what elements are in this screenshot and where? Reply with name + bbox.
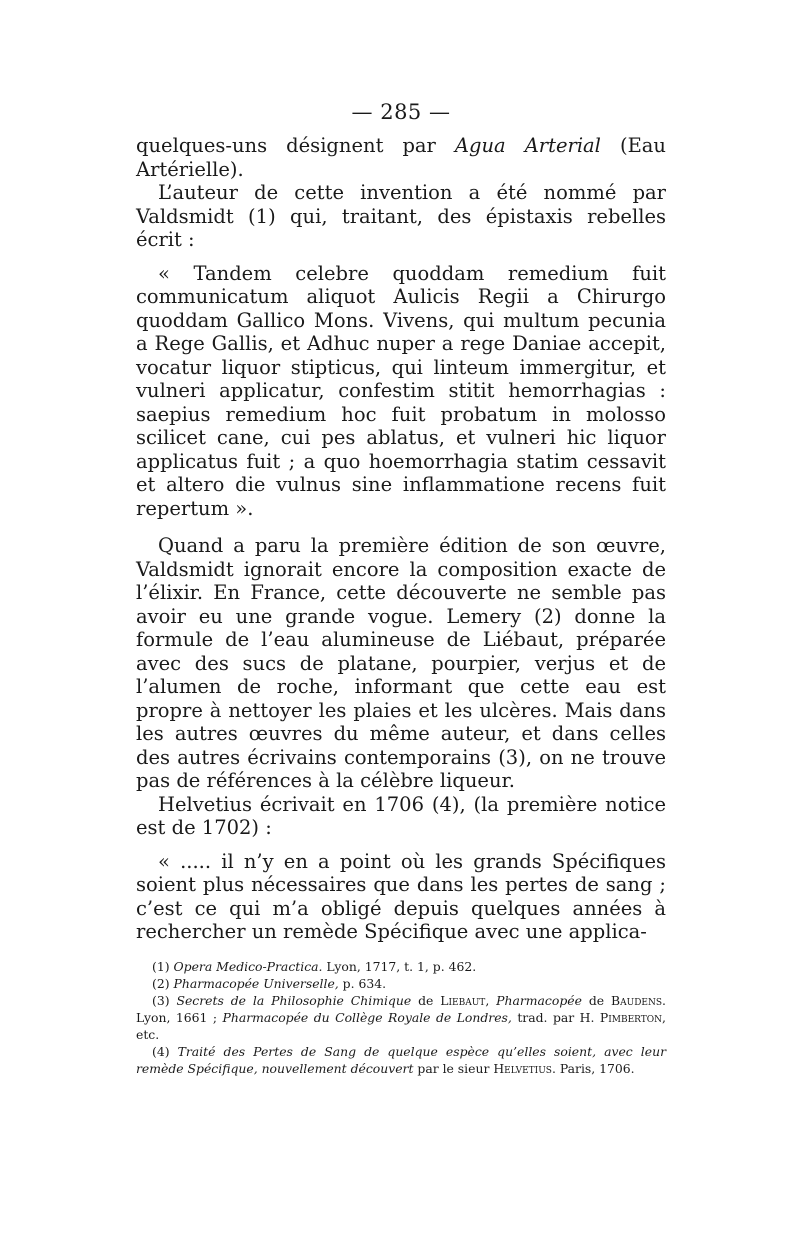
footnote-segment: (4) bbox=[152, 1043, 178, 1059]
text-segment: Helvetius écrivait en 1706 (4), (la première notice est de 1702) : bbox=[136, 792, 666, 839]
footnote-segment: Helvetius bbox=[493, 1060, 552, 1076]
footnote-segment: Pimberton bbox=[599, 1009, 663, 1025]
text-segment: « Tandem celebre quoddam remedium fuit communicatum aliquot Aulicis Regii a Chirurgo quoddam Gallico Mons. Vivens, qui multum pecunia a Rege Gallis, et Adhuc nuper a rege Daniae accepit, vocatur liquor stipticus, qui linteum immergitur, et vulneri applicatur, confestim stitit hemorrhagias : saepius remedium hoc fuit probatum in molosso scilicet cane, cui pes ablatus, et vulneri hic liquor applicatus fuit ; a quo hoemorrhagia statim cessavit et altero die vulnus sine inflammatione recens fuit repertum ». bbox=[136, 261, 666, 520]
footnote-segment: Lyon, 1717, t. 1, p. 462. bbox=[322, 958, 477, 974]
footnote-segment: Pharmacopée bbox=[496, 992, 582, 1008]
text-segment: (Eau Artérielle). bbox=[136, 134, 666, 181]
footnote-segment: . Paris, 1706. bbox=[551, 1060, 635, 1076]
paragraph-helvetius-quote bbox=[136, 850, 666, 944]
text-segment: quelques-uns désignent par bbox=[136, 134, 455, 157]
paragraph-continuation bbox=[136, 134, 666, 181]
footnote-segment: , bbox=[485, 992, 497, 1008]
footnote-segment: p. 634. bbox=[338, 975, 387, 991]
footnote bbox=[136, 975, 666, 992]
footnote-segment: par le sieur bbox=[413, 1060, 494, 1076]
text-segment: Quand a paru la première édition de son œuvre, Valdsmidt ignorait encore la composition exacte de l’élixir. En France, cette découverte ne semble pas avoir eu une grande vogue. Lemery (2) donne la formule de l’eau alumineuse de Liébaut, préparée avec des sucs de platane, pourpier, verjus et de l’alumen de roche, informant que cette eau est propre à nettoyer les plaies et les ulcères. Mais dans les autres œuvres du même auteur, et dans celles des autres écrivains contemporains (3), on ne trouve pas de références à la célèbre liqueur. bbox=[136, 534, 666, 792]
footnote-segment: (1) bbox=[152, 958, 174, 974]
italic-text: Agua Arterial bbox=[454, 134, 601, 157]
text-segment: L’auteur de cette invention a été nommé par Valdsmidt (1) qui, traitant, des épistaxis rebelles écrit : bbox=[136, 181, 666, 251]
footnote-segment: trad. par H. bbox=[511, 1009, 600, 1025]
footnote-segment: (3) bbox=[152, 992, 177, 1008]
footnote bbox=[136, 992, 666, 1043]
footnote-segment: Liebaut bbox=[440, 992, 486, 1008]
footnotes bbox=[136, 958, 666, 1077]
paragraph-valdsmidt-intro bbox=[136, 181, 666, 252]
footnote-segment: Traité des Pertes de Sang de quelque espèce qu’elles soient, avec leur remède Spécifique, nouvellement découvert bbox=[136, 1043, 666, 1076]
footnote-segment: Pharmacopée du Collège Royale de Londres, bbox=[222, 1009, 512, 1025]
paragraph-helvetius bbox=[136, 793, 666, 840]
footnote-segment: Secrets de la Philosophie Chimique bbox=[176, 992, 412, 1008]
footnote-segment: , etc. bbox=[136, 1009, 666, 1042]
footnote-segment: (2) bbox=[152, 975, 174, 991]
footnote-segment: Pharmacopée Universelle, bbox=[173, 975, 339, 991]
footnote-segment: Baudens bbox=[611, 992, 663, 1008]
paragraph-latin-quote bbox=[136, 262, 666, 521]
page-number: — 285 — bbox=[351, 100, 451, 124]
footnote-segment: Opera Medico-Practica. bbox=[173, 958, 323, 974]
text-segment: « ..... il n’y en a point où les grands Spécifiques soient plus nécessaires que dans les pertes de sang ; c’est ce qui m’a obligé depuis quelques années à rechercher un remède Spécifique avec une applica- bbox=[136, 849, 666, 943]
footnote-segment: de bbox=[581, 992, 611, 1008]
footnote-segment: de bbox=[411, 992, 441, 1008]
footnote-segment: . Lyon, 1661 ; bbox=[136, 992, 666, 1025]
book-page bbox=[136, 100, 666, 1077]
footnote bbox=[136, 1043, 666, 1077]
paragraph-first-edition bbox=[136, 534, 666, 793]
footnote bbox=[136, 958, 666, 975]
